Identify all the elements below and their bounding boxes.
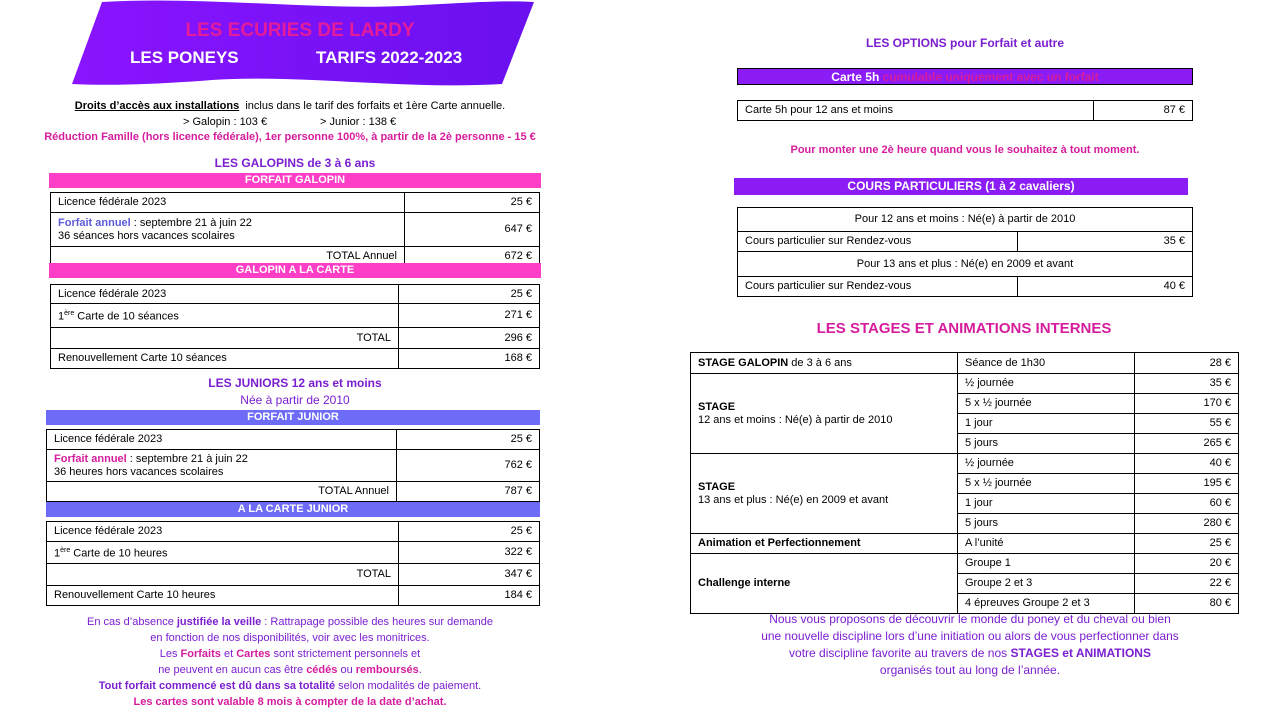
c-renew-label: Renouvellement Carte 10 séances: [51, 349, 399, 369]
animation-price: 25 €: [1135, 534, 1239, 554]
options-note: Pour monter une 2è heure quand vous le souhaitez à tout moment.: [790, 144, 1140, 156]
forfait-annuel-cell: Forfait annuel : septembre 21 à juin 22 36 séances hors vacances scolaires: [51, 213, 405, 247]
club-name: LES ECURIES DE LARDY: [185, 20, 415, 41]
promo-line-1: Nous vous proposons de découvrir le monde du poney et du cheval ou bien: [769, 612, 1171, 626]
licence-price: 25 €: [405, 193, 540, 213]
access-junior: > Junior : 138 €: [320, 116, 397, 128]
forfait-price: 647 €: [405, 213, 540, 247]
particuliers-table: [737, 207, 1193, 297]
carte5h-bar: Carte 5h cumulable uniquement avec un forfait: [737, 68, 1193, 85]
j-licence-price: 25 €: [397, 430, 540, 450]
p-row-1: Cours particulier sur Rendez-vous: [738, 232, 1018, 252]
s12-price: 170 €: [1135, 394, 1239, 414]
note-2: en fonction de nos disponibilités, voir avec les monitrices.: [150, 632, 430, 644]
carte5h-label: Carte 5h pour 12 ans et moins: [738, 101, 1094, 121]
p-price-1: 35 €: [1018, 232, 1193, 252]
galopins-title: LES GALOPINS de 3 à 6 ans: [214, 156, 376, 170]
challenge-item: Groupe 2 et 3: [958, 574, 1135, 594]
junior-carte-table: [46, 521, 540, 606]
c-renew-price: 168 €: [399, 349, 540, 369]
licence-label: Licence fédérale 2023: [51, 193, 405, 213]
challenge-item: Groupe 1: [958, 554, 1135, 574]
stage-galopin-label: STAGE GALOPIN de 3 à 6 ans: [691, 353, 958, 374]
p-row-2: Cours particulier sur Rendez-vous: [738, 277, 1018, 297]
carte5h-table: [737, 100, 1193, 121]
jc-carte-label: 1ère Carte de 10 heures: [47, 542, 399, 564]
s12-item: ½ journée: [958, 374, 1135, 394]
j-total-label: TOTAL Annuel: [47, 482, 397, 502]
c-licence-label: Licence fédérale 2023: [51, 285, 399, 304]
s13-price: 60 €: [1135, 494, 1239, 514]
forfait-galopin-bar: FORFAIT GALOPIN: [49, 173, 541, 188]
s12-item: 1 jour: [958, 414, 1135, 434]
challenge-label: Challenge interne: [691, 554, 958, 614]
promo-line-4: organisés tout au long de l’année.: [879, 663, 1061, 677]
c-carte-price: 271 €: [399, 304, 540, 328]
jc-licence-price: 25 €: [399, 522, 540, 542]
stage-galopin-price: 28 €: [1135, 353, 1239, 374]
total-price: 672 €: [405, 247, 540, 267]
note-6: Les cartes sont valable 8 mois à compter de la date d’achat.: [133, 696, 447, 708]
s13-price: 280 €: [1135, 514, 1239, 534]
forfait-junior-bar: FORFAIT JUNIOR: [46, 410, 540, 425]
challenge-price: 22 €: [1135, 574, 1239, 594]
header-left: LES PONEYS: [130, 48, 239, 67]
c-licence-price: 25 €: [399, 285, 540, 304]
carte5h-price: 87 €: [1094, 101, 1193, 121]
challenge-price: 20 €: [1135, 554, 1239, 574]
total-label: TOTAL Annuel: [51, 247, 405, 267]
forfait-junior-table: [46, 429, 540, 502]
s13-item: 5 x ½ journée: [958, 474, 1135, 494]
header-banner: [72, 0, 534, 86]
header-right: TARIFS 2022-2023: [316, 48, 463, 67]
stage-galopin-item: Séance de 1h30: [958, 353, 1135, 374]
animation-item: A l’unité: [958, 534, 1135, 554]
challenge-price: 80 €: [1135, 594, 1239, 614]
note-5: Tout forfait commencé est dû dans sa totalité selon modalités de paiement.: [98, 680, 482, 692]
jc-total-price: 347 €: [399, 564, 540, 586]
access-line: Droits d’accès aux installations inclus dans le tarif des forfaits et 1ère Carte annuelle.: [74, 100, 506, 112]
forfait-galopin-table: [50, 192, 540, 267]
junior-carte-bar: A LA CARTE JUNIOR: [46, 502, 540, 517]
jc-licence-label: Licence fédérale 2023: [47, 522, 399, 542]
j-total-price: 787 €: [397, 482, 540, 502]
c-total-price: 296 €: [399, 328, 540, 349]
s13-price: 195 €: [1135, 474, 1239, 494]
jc-renew-label: Renouvellement Carte 10 heures: [47, 586, 399, 606]
p-header-1: Pour 12 ans et moins : Né(e) à partir de 2010: [738, 208, 1193, 232]
options-title: LES OPTIONS pour Forfait et autre: [865, 36, 1065, 50]
s13-item: ½ journée: [958, 454, 1135, 474]
s13-item: 1 jour: [958, 494, 1135, 514]
family-reduction: Réduction Famille (hors licence fédérale), 1er personne 100%, à partir de la 2è personne - 15 €: [44, 131, 536, 143]
p-price-2: 40 €: [1018, 277, 1193, 297]
s13-price: 40 €: [1135, 454, 1239, 474]
p-header-2: Pour 13 ans et plus : Né(e) en 2009 et avant: [738, 252, 1193, 277]
promo-line-2: une nouvelle discipline lors d’une initiation ou alors de vous perfectionner dans: [761, 629, 1179, 643]
juniors-subtitle: Née à partir de 2010: [240, 393, 350, 407]
stages-table: [690, 352, 1239, 614]
particuliers-bar: COURS PARTICULIERS (1 à 2 cavaliers): [734, 178, 1188, 195]
j-forfait-price: 762 €: [397, 450, 540, 482]
note-3: Les Forfaits et Cartes sont strictement personnels et: [159, 648, 421, 660]
animation-label: Animation et Perfectionnement: [691, 534, 958, 554]
note-1: En cas d’absence justifiée la veille : Rattrapage possible des heures sur demande: [86, 616, 494, 628]
c-carte-label: 1ère Carte de 10 séances: [51, 304, 399, 328]
s12-price: 35 €: [1135, 374, 1239, 394]
promo-line-3: votre discipline favorite au travers de nos STAGES et ANIMATIONS: [789, 646, 1151, 660]
j-licence-label: Licence fédérale 2023: [47, 430, 397, 450]
jc-total-label: TOTAL: [47, 564, 399, 586]
jc-carte-price: 322 €: [399, 542, 540, 564]
s12-price: 265 €: [1135, 434, 1239, 454]
stages-title: LES STAGES ET ANIMATIONS INTERNES: [816, 320, 1112, 337]
s12-item: 5 x ½ journée: [958, 394, 1135, 414]
challenge-item: 4 épreuves Groupe 2 et 3: [958, 594, 1135, 614]
juniors-title: LES JUNIORS 12 ans et moins: [208, 376, 382, 390]
stage-13-label: STAGE 13 ans et plus : Né(e) en 2009 et avant: [691, 454, 958, 534]
s12-item: 5 jours: [958, 434, 1135, 454]
s13-item: 5 jours: [958, 514, 1135, 534]
note-4: ne peuvent en aucun cas être cédés ou remboursés.: [158, 664, 422, 676]
j-forfait-annuel-cell: Forfait annuel : septembre 21 à juin 22 36 heures hors vacances scolaires: [47, 450, 397, 482]
s12-price: 55 €: [1135, 414, 1239, 434]
access-galopin: > Galopin : 103 €: [183, 116, 268, 128]
stage-12-label: STAGE 12 ans et moins : Né(e) à partir de 2010: [691, 374, 958, 454]
c-total-label: TOTAL: [51, 328, 399, 349]
galopin-carte-table: [50, 284, 540, 369]
notes-block: [20, 614, 560, 710]
promo-block: [690, 611, 1250, 679]
galopin-carte-bar: GALOPIN A LA CARTE: [49, 263, 541, 278]
jc-renew-price: 184 €: [399, 586, 540, 606]
